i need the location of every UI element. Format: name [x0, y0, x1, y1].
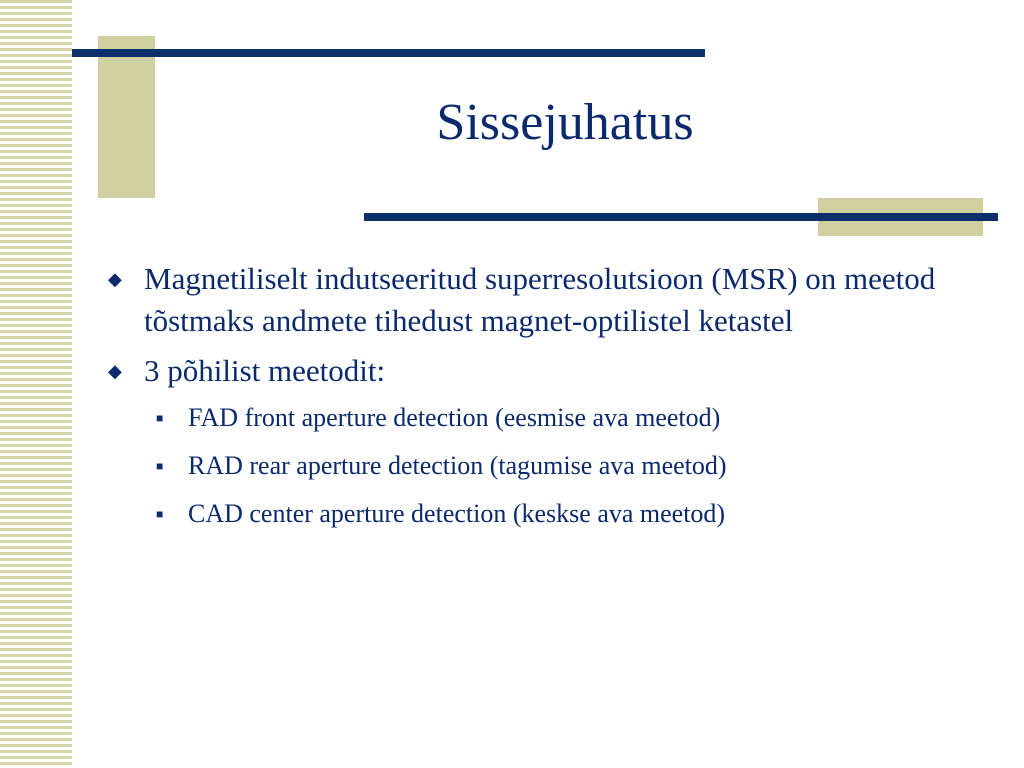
slide-content	[108, 258, 998, 544]
bullet-text: Magnetiliselt indutseeritud superresolutsioon (MSR) on meetod tõstmaks andmete tihedust magnet-optilistel ketastel	[144, 261, 936, 338]
sub-bullet-item	[156, 496, 998, 532]
title-rule-bottom	[364, 213, 998, 221]
diamond-bullet-icon: ◆	[108, 269, 122, 289]
square-bullet-icon: ■	[156, 507, 164, 521]
diamond-bullet-icon: ◆	[108, 361, 122, 381]
bullet-item	[108, 350, 998, 392]
slide-title: Sissejuhatus	[436, 94, 694, 151]
decorative-tan-block-left	[98, 36, 155, 198]
sub-bullet-item	[156, 400, 998, 436]
bullet-text: 3 põhilist meetodit:	[144, 353, 386, 388]
sub-bullet-text: RAD rear aperture detection (tagumise ava meetod)	[188, 451, 727, 480]
square-bullet-icon: ■	[156, 459, 164, 473]
sub-bullet-item	[156, 448, 998, 484]
square-bullet-icon: ■	[156, 411, 164, 425]
title-rule-top	[72, 49, 705, 57]
decorative-stripe-band	[0, 0, 72, 768]
sub-bullet-text: FAD front aperture detection (eesmise ava meetod)	[188, 403, 721, 432]
sub-bullet-text: CAD center aperture detection (keskse ava meetod)	[188, 499, 726, 528]
bullet-item	[108, 258, 998, 342]
